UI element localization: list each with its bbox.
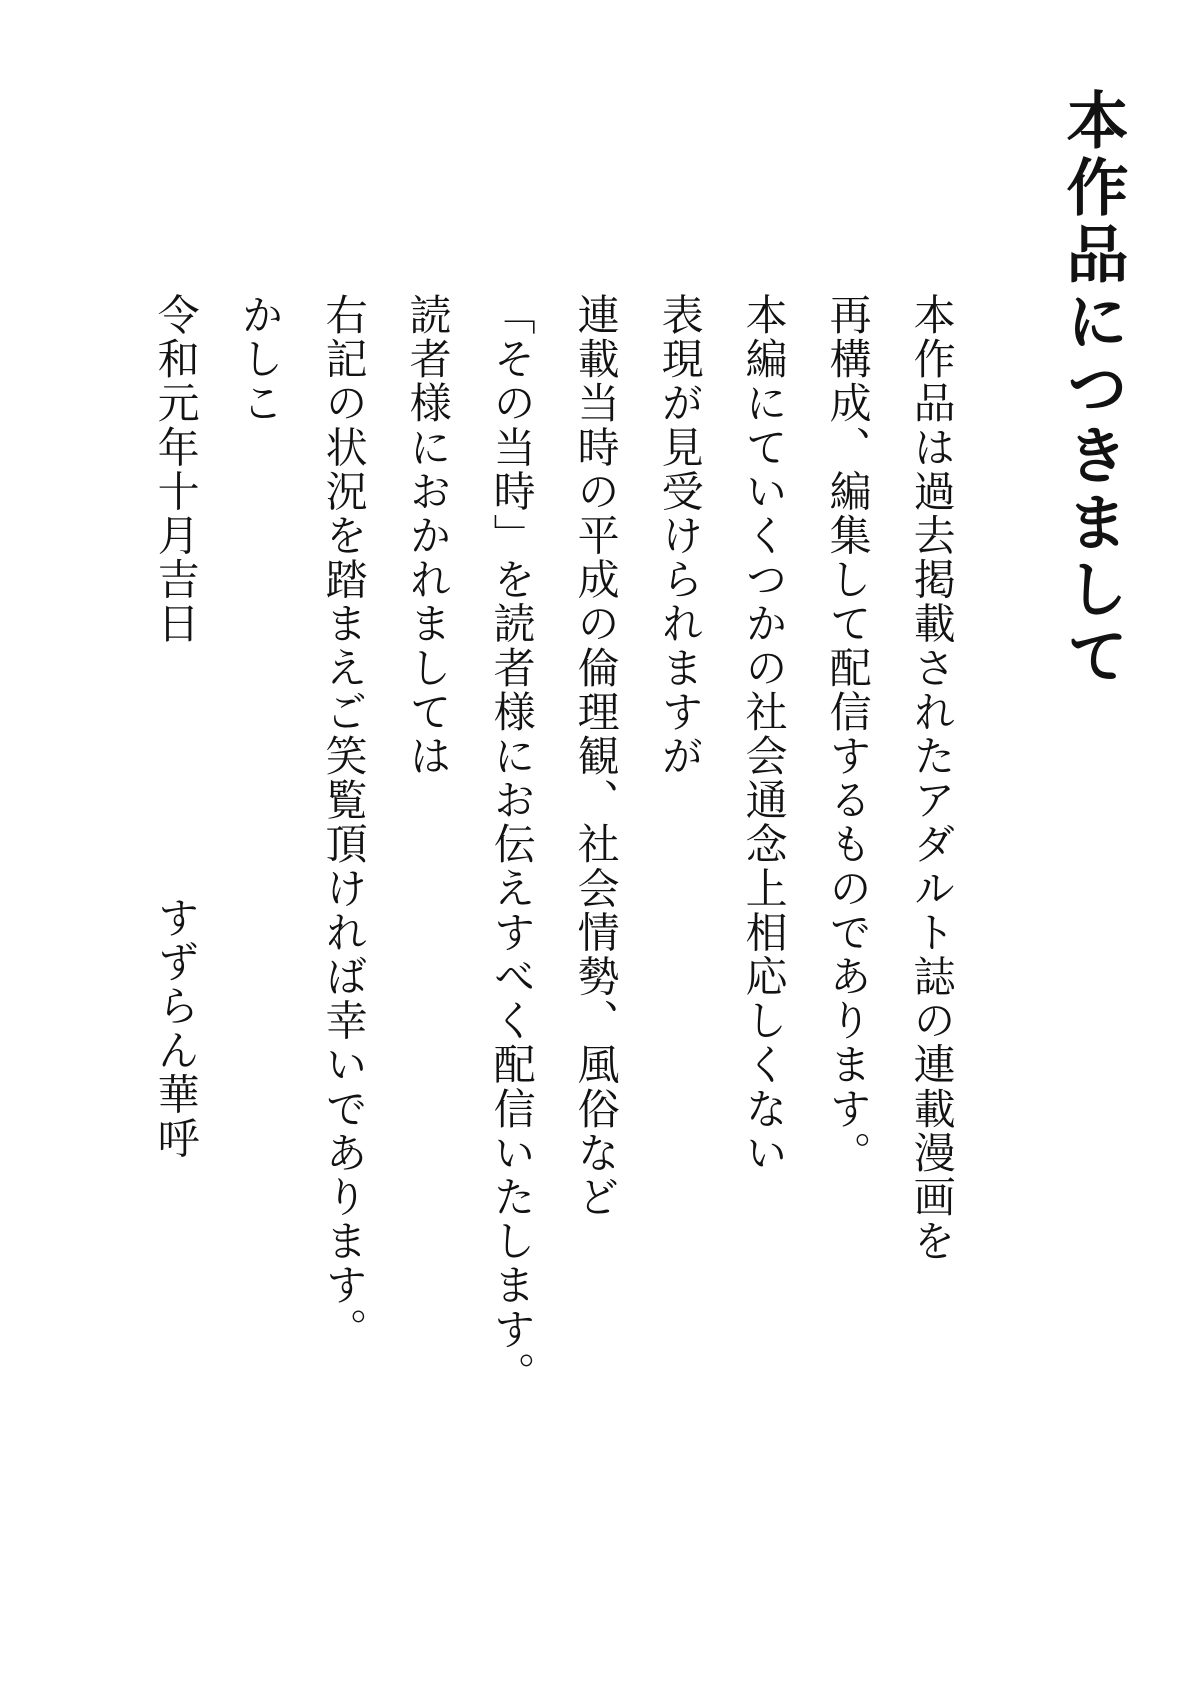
page-title: 本作品につきまして bbox=[1056, 88, 1129, 691]
closing-word: かしこ bbox=[235, 293, 285, 426]
date-text: 令和元年十月吉日 bbox=[151, 293, 201, 646]
body-line-3: 本編にていくつかの社会通念上相応しくない bbox=[739, 293, 789, 1175]
signature-text: すずらん華呼 bbox=[151, 895, 201, 1161]
body-line-2: 再構成、編集して配信するものであります。 bbox=[823, 293, 873, 1175]
body-line-1: 本作品は過去掲載されたアダルト誌の連載漫画を bbox=[907, 293, 957, 1264]
body-line-4: 表現が見受けられますが bbox=[655, 293, 705, 779]
body-line-6: 「その当時」を読者様にお伝えすべく配信いたします。 bbox=[487, 293, 537, 1396]
date-signature-line bbox=[134, 88, 218, 1657]
body-line-7: 読者様におかれましては bbox=[403, 293, 453, 779]
body-line-8: 右記の状況を踏まえご笑覧頂ければ幸いであります。 bbox=[319, 293, 369, 1352]
body-line-5: 連載当時の平成の倫理観、社会情勢、風俗など bbox=[571, 293, 621, 1220]
